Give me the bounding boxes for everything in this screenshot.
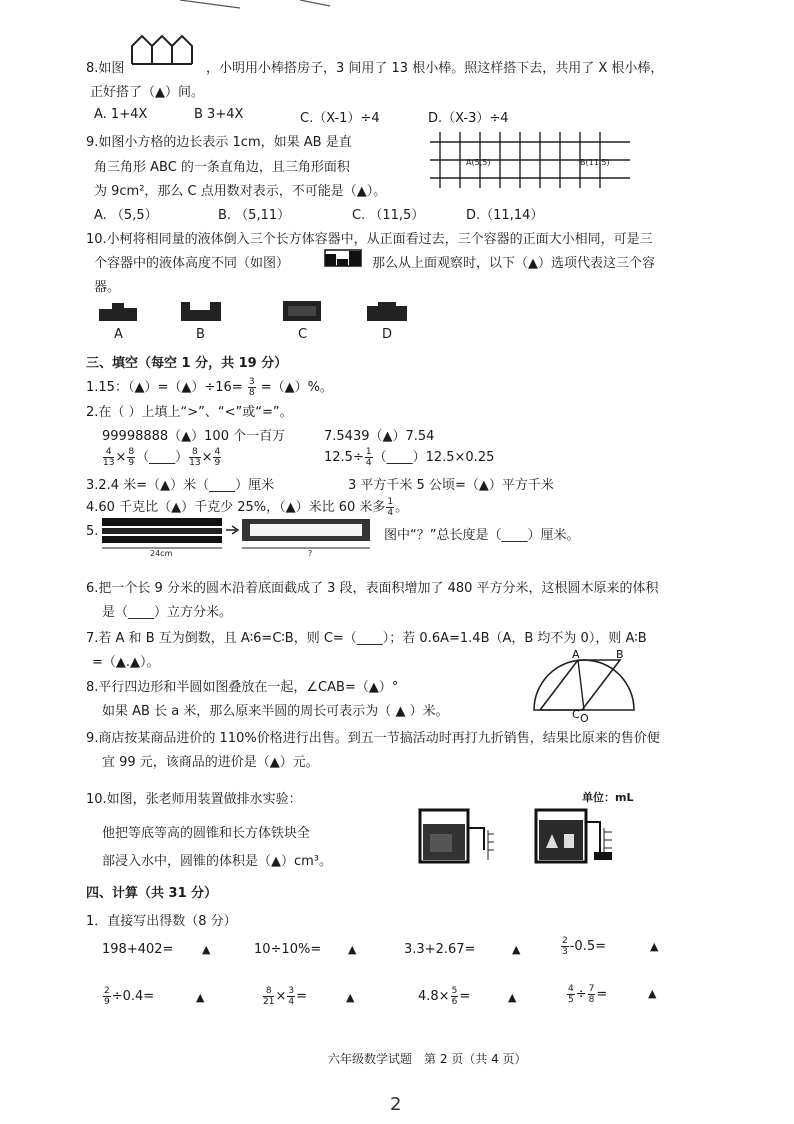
wood-stick-figure [100,516,380,558]
container-label-a: A [114,327,123,342]
q10-line2a: 个容器中的液体高度不同（如图） [94,256,290,271]
fill2-row1-a: 99998888（▲）100 个一百万 [102,429,286,444]
fill5-text: 图中“？”总长度是（____）厘米。 [384,528,580,543]
calc-item-5: $\frac{2}{9}$ ÷0.4= [104,986,155,1007]
answer-mark-1: ▲ [202,943,211,956]
fill2-text: 2.在（ ）上填上“>”、“<”或“=”。 [86,405,293,420]
page-footer: 六年级数学试题 第 2 页（共 4 页） [328,1052,527,1066]
coordinate-grid-figure [430,132,630,188]
containers-front-figure [324,249,362,267]
fill7-line2: =（▲.▲）。 [92,655,160,670]
point-o-label: O [580,712,589,725]
answer-mark-8: ▲ [648,987,657,1000]
container-option-c [282,300,322,322]
calc-item-6: $\frac{8}{21}$ × $\frac{3}{4}$ = [263,986,307,1007]
q9-line2: 角三角形 ABC 的一条直角边，且三角形面积 [94,160,350,175]
fill2-row1-b: 7.5439（▲）7.54 [324,429,435,444]
section4-title: 四、计算（共 31 分） [86,886,218,901]
answer-mark-3: ▲ [512,943,521,956]
fill3-a: 3.2.4 米=（▲）米（____）厘米 [86,478,275,493]
fill9-line1: 9.商店按某商品进价的 110%价格进行出售。到五一节搞活动时再打九折销售，结果比原来的售价便 [86,731,660,746]
container-label-d: D [382,327,393,342]
parallelogram-semicircle-figure [530,648,636,725]
fill3-b: 3 平方千米 5 公顷=（▲）平方千米 [348,478,554,493]
calc-item-3: 3.3+2.67= [404,942,476,957]
wood-unknown-label: ? [308,549,313,558]
calc-item-1: 198+402= [102,942,174,957]
q9-opt-d: D.（11,14） [466,208,544,223]
grid-point-b: B(11,5) [580,158,610,167]
grid-point-a: A(5,5) [466,158,491,167]
q8-opt-d: D.（X-3）÷4 [428,111,509,126]
fill4: 4.60 千克比（▲）千克少 25%，（▲）米比 60 米多 $\frac{1}{4}$ 。 [86,497,409,518]
q8-line2: 正好搭了（▲）间。 [90,85,204,100]
unit-label: 单位：mL [582,791,634,804]
fill1-fraction: $\frac{3}{8}$ [248,377,255,398]
q10-line1: 10.小柯将相同量的液体倒入三个长方体容器中，从正面看过去，三个容器的正面大小相同，可是三 [86,232,653,247]
q9-opt-b: B. （5,11） [218,208,291,223]
container-label-c: C [298,327,308,342]
fill10-line2: 他把等底等高的圆锥和长方体铁块全 [102,826,311,841]
house-sticks-figure [130,34,212,66]
fill2-row2-left: $\frac{4}{13}$ × $\frac{8}{9}$ （____） $\frac{8}{13}$ × $\frac{4}{9}$ [103,447,221,468]
q9-opt-c: C. （11,5） [352,208,425,223]
fill9-line2: 宜 99 元，该商品的进价是（▲）元。 [102,755,319,770]
calc-item-2: 10÷10%= [254,942,322,957]
container-option-b [180,300,222,322]
container-option-a [98,300,138,322]
q9-opt-a: A. （5,5） [94,208,158,223]
fill8-line1: 8.平行四边形和半圆如图叠放在一起，∠CAB=（▲）° [86,680,399,695]
water-experiment-figure [418,808,628,866]
fill1-text [86,376,333,398]
fill6-line2: 是（____）立方分米。 [102,605,233,620]
page-number: 2 [390,1094,402,1115]
fill1-part-b: =（▲）%。 [260,380,333,395]
section3-title: 三、填空（每空 1 分，共 19 分） [86,356,288,371]
answer-mark-4: ▲ [650,940,659,953]
q8-text: ，小明用小棒搭房子，3 间用了 13 根小棒。照这样搭下去，共用了 X 根小棒， [206,61,664,76]
scan-edge [0,0,794,8]
calc-item-8: $\frac{4}{5}$ ÷ $\frac{7}{8}$ = [568,984,608,1005]
q8-opt-a: A. 1+4X [94,107,148,122]
point-c-label: C [572,708,580,721]
container-label-b: B [196,327,205,342]
q8-opt-b: B 3+4X [194,107,244,122]
wood-length-label: 24cm [150,549,173,558]
q10-line2b: 那么从上面观察时，以下（▲）选项代表这三个容 [372,256,655,271]
fill10-line1: 10.如图，张老师用装置做排水实验： [86,792,302,807]
point-a-label: A [572,648,580,661]
fill8-line2: 如果 AB 长 a 米，那么原来半圆的周长可表示为（ ▲ ）米。 [102,704,449,719]
q9-line1: 9.如图小方格的边长表示 1cm，如果 AB 是直 [86,135,352,150]
container-option-d [366,300,408,322]
fill5-num: 5. [86,524,99,539]
fill10-line3: 部浸入水中，圆锥的体积是（▲）cm³。 [102,854,333,869]
point-b-label: B [616,648,624,661]
answer-mark-2: ▲ [348,943,357,956]
fill2-row2-right: 12.5÷ $\frac{1}{4}$ （____）12.5×0.25 [324,447,495,468]
fill6-line1: 6.把一个长 9 分米的圆木沿着底面截成了 3 段，表面积增加了 480 平方分米，这根圆木原来的体积 [86,581,659,596]
calc1-subtitle: 1．直接写出得数（8 分） [86,914,237,929]
fill7-line1: 7.若 A 和 B 互为倒数，且 A∶6=C∶B，则 C=（____）；若 0.6A=1.4B（A，B 均不为 0），则 A∶B [86,631,647,646]
answer-mark-7: ▲ [508,991,517,1004]
calc-item-4: $\frac{2}{3}$ -0.5= [562,936,606,957]
q10-line3: 器。 [94,280,121,295]
answer-mark-5: ▲ [196,991,205,1004]
q9-line3: 为 9cm²，那么 C 点用数对表示，不可能是（▲）。 [94,184,387,199]
answer-mark-6: ▲ [346,991,355,1004]
q8-opt-c: C.（X-1）÷4 [300,111,380,126]
fill1-part-a: 1.15：（▲）=（▲）÷16= [86,380,243,395]
calc-item-7: 4.8× $\frac{5}{6}$ = [418,986,471,1007]
q8-intro: 8.如图 [86,61,125,76]
